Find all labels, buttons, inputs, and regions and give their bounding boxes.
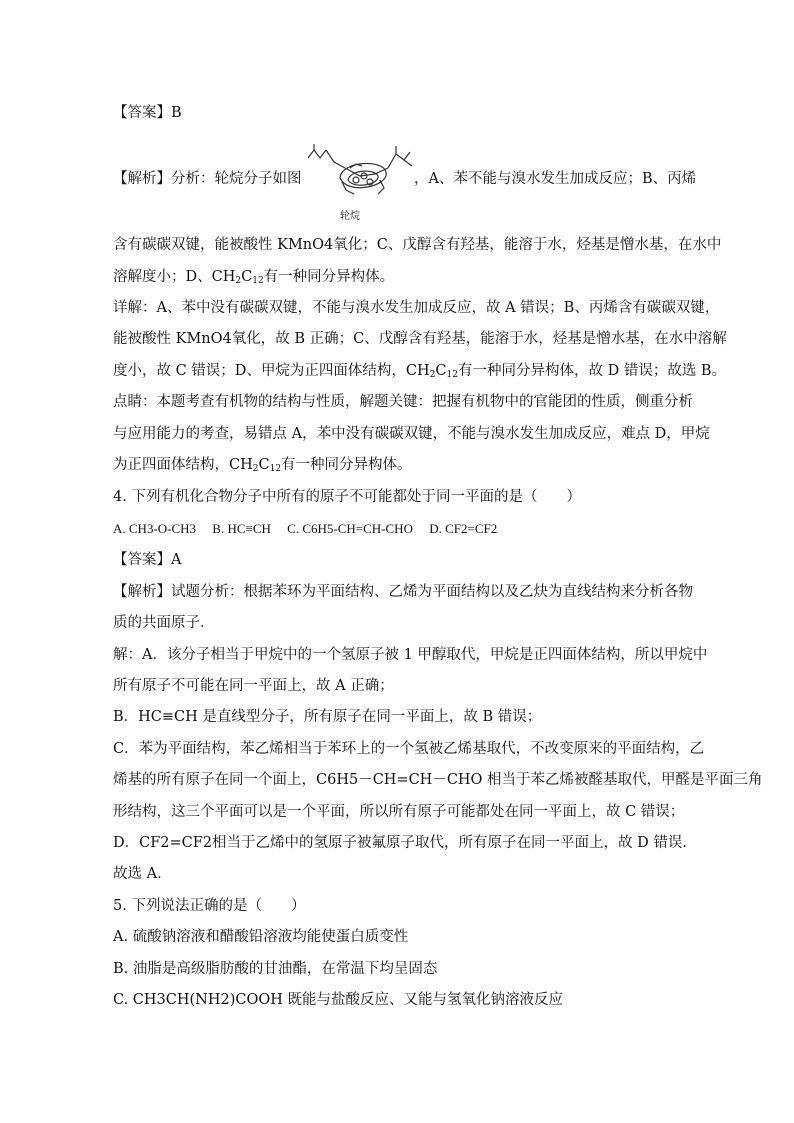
solution-q4-line5: 烯基的所有原子在同一个面上，C6H5－CH=CH－CHO 相当于苯乙烯被醛基取代，甲醛是平面三角: [113, 772, 763, 788]
text-segment: 有一种同分异构体。: [281, 457, 412, 473]
question-4-options: A. CH3-O-CH3 B. HC≡CH C. C6H5-CH=CH-CHO D. CF2=CF2: [113, 521, 498, 536]
analysis-q3-line1-lead: 【解析】分析：轮烷分子如图: [113, 171, 302, 187]
comment-q3-line1: 点睛：本题考查有机物的结构与性质，解题关键：把握有机物中的官能团的性质，侧重分析: [113, 394, 693, 410]
question-5-option-b: B. 油脂是高级脂肪酸的甘油酯，在常温下均呈固态: [113, 961, 438, 977]
solution-q4-line3: B．HC≡CH 是直线型分子，所有原子在同一平面上，故 B 错误；: [113, 709, 542, 725]
rotaxane-figure: [300, 140, 420, 222]
question-5-stem: 5. 下列说法正确的是（ ）: [113, 898, 306, 914]
analysis-q3-line2: 含有碳碳双键，能被酸性 KMnO4氧化；C、戊醇含有羟基，能溶于水，烃基是憎水基，在水中: [113, 237, 722, 253]
analysis-q4-line2: 质的共面原子．: [113, 615, 215, 631]
comment-q3-line3: [113, 456, 412, 474]
text-segment: 有一种同分异构体。: [263, 269, 395, 285]
rotaxane-structure-drawing: [300, 140, 420, 210]
solution-q4-line8: 故选 A．: [113, 866, 172, 882]
question-5-option-a: A. 硫酸钠溶液和醋酸铅溶液均能使蛋白质变性: [113, 929, 409, 945]
subscript: 2: [252, 464, 259, 474]
solution-q4-line2: 所有原子不可能在同一平面上，故 A 正确；: [113, 678, 394, 694]
text-segment: 有一种同分异构体，故 D 错误；故选 B。: [457, 363, 727, 379]
solution-q4-line4: C．苯为平面结构，苯乙烯相当于苯环上的一个氢被乙烯基取代，不改变原来的平面结构，乙: [113, 741, 705, 757]
answer-q3: 【答案】B: [113, 105, 182, 121]
analysis-q3-line3: [113, 268, 394, 286]
text-segment: C: [258, 457, 270, 473]
comment-q3-line2: 与应用能力的考查，易错点 A，苯中没有碳碳双键，不能与溴水发生加成反应，难点 D，甲烷: [113, 426, 710, 442]
figure-caption: 轮烷: [340, 211, 360, 222]
subscript: 2: [429, 370, 436, 380]
subscript: 12: [446, 370, 458, 380]
subscript: 2: [235, 276, 242, 286]
detail-q3-line2: 能被酸性 KMnO4氧化，故 B 正确；C、戊醇含有羟基，能溶于水，烃基是憎水基，在水中溶解: [113, 331, 727, 347]
text-segment: C: [435, 363, 447, 379]
text-segment: 溶解度小；D、CH: [113, 269, 236, 285]
question-5-option-c: C. CH3CH(NH2)COOH 既能与盐酸反应、又能与氢氧化钠溶液反应: [113, 992, 563, 1008]
solution-q4-line6: 形结构，这三个平面可以是一个平面，所以所有原子可能都处在同一平面上，故 C 错误；: [113, 804, 685, 820]
subscript: 12: [252, 276, 264, 286]
solution-q4-line1: 解：A．该分子相当于甲烷中的一个氢原子被 1 甲醇取代，甲烷是正四面体结构，所以甲烷中: [113, 647, 708, 663]
detail-q3-line3: [113, 362, 726, 380]
analysis-q4-line1: 【解析】试题分析：根据苯环为平面结构、乙烯为平面结构以及乙炔为直线结构来分析各物: [113, 584, 693, 600]
detail-q3-line1: 详解：A、苯中没有碳碳双键，不能与溴水发生加成反应，故 A 错误；B、丙烯含有碳碳双键，: [113, 300, 720, 316]
question-4-stem: 4. 下列有机化合物分子中所有的原子不可能都处于同一平面的是（ ）: [113, 489, 581, 505]
subscript: 12: [269, 464, 282, 474]
analysis-q3-line1-tail: ，A、苯不能与溴水发生加成反应；B、丙烯: [414, 171, 697, 187]
text-segment: C: [241, 269, 253, 285]
answer-q4: 【答案】A: [113, 552, 182, 568]
solution-q4-line7: D．CF2=CF2相当于乙烯中的氢原子被氟原子取代，所有原子在同一平面上，故 D 错误．: [113, 835, 697, 851]
text-segment: 度小，故 C 错误；D、甲烷为正四面体结构，CH: [113, 363, 430, 379]
text-segment: 为正四面体结构，CH: [113, 457, 253, 473]
